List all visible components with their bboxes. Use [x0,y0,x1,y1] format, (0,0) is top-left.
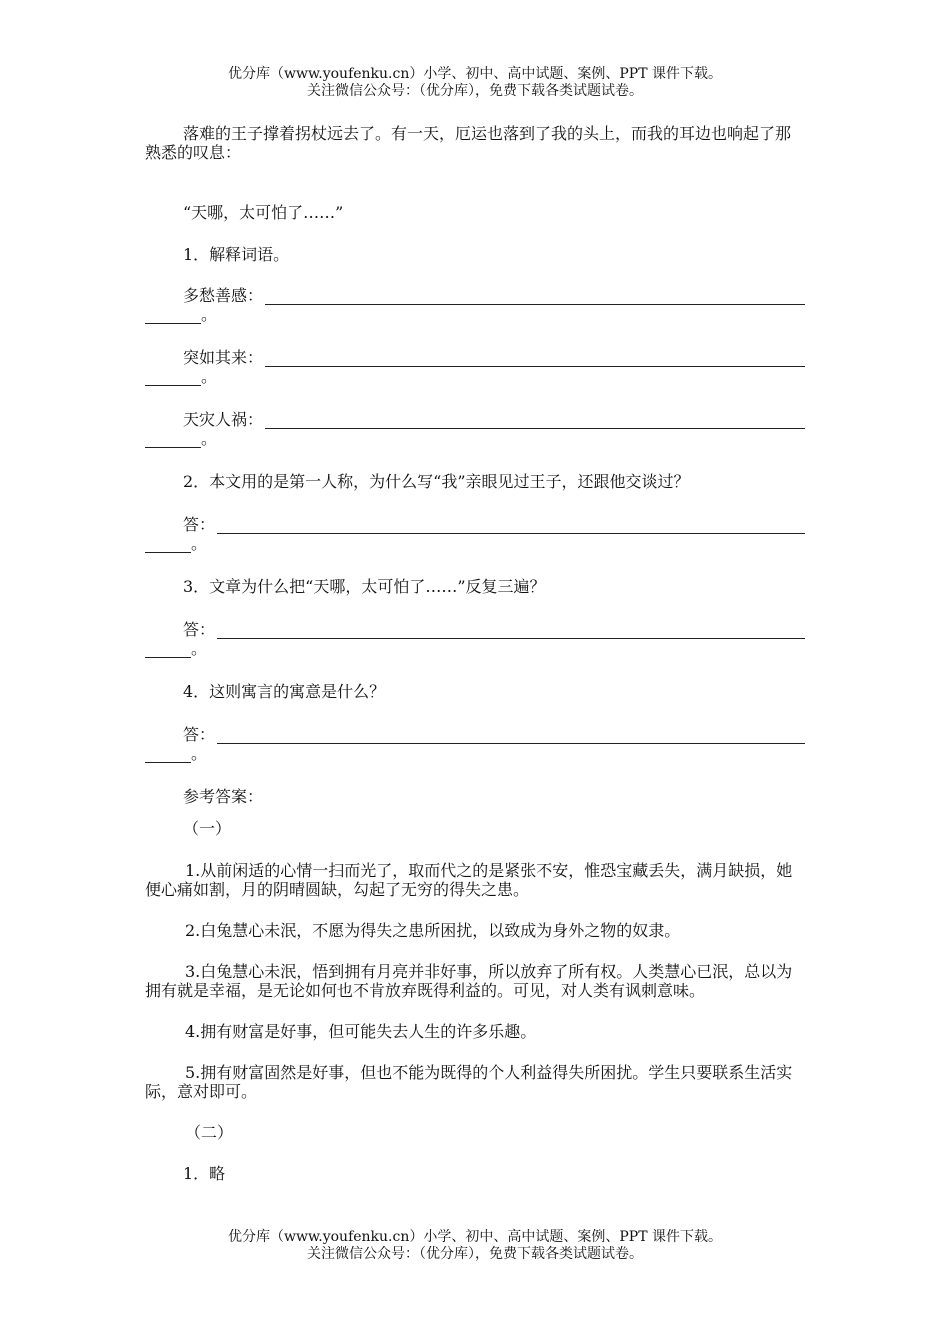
answer-b1: 1．略 [183,1164,226,1183]
answer-5: 5.拥有财富固然是好事，但也不能为既得的个人利益得失所困扰。学生只要联系生活实际，意对即可。 [145,1063,793,1101]
answer-item-2 [145,515,805,553]
term-item-2 [145,348,805,386]
question-1: 1．解释词语。 [183,245,290,264]
term-label: 突如其来： [183,348,264,367]
period-mark: 。 [191,744,208,763]
period-mark: 。 [201,429,218,448]
answer-blank-tail[interactable] [145,537,191,553]
term-item-3 [145,410,805,448]
answer-label: 答： [183,725,216,744]
answers-section-1: （一） [183,819,232,838]
term-label: 多愁善感： [183,286,264,305]
period-mark: 。 [201,305,218,324]
answer-item-3 [145,620,805,658]
page-header [0,66,950,100]
answer-label: 答： [183,620,216,639]
document-body [145,124,805,1183]
answers-title: 参考答案： [183,787,264,806]
footer-line-2: 关注微信公众号：（优分库），免费下载各类试题试卷。 [307,1246,643,1262]
passage-paragraph-1: 落难的王子撑着拐杖远去了。有一天，厄运也落到了我的头上，而我的耳边也响起了那熟悉的叹息： [145,124,792,162]
answer-blank[interactable] [217,623,805,639]
answer-3: 3.白兔慧心未泯，悟到拥有月亮并非好事，所以放弃了所有权。人类慧心已泯，总以为拥有就是幸福，是无论如何也不肯放弃既得利益的。可见，对人类有讽刺意味。 [145,962,793,1000]
term-item-1 [145,286,805,324]
period-mark: 。 [191,534,208,553]
answers-section-2: （二） [185,1123,234,1142]
question-4: 4．这则寓言的寓意是什么？ [183,682,386,701]
answer-item-4 [145,725,805,763]
answer-1: 1.从前闲适的心情一扫而光了，取而代之的是紧张不安，惟恐宝藏丢失，满月缺损，她便心痛如割，月的阴晴圆缺，勾起了无穷的得失之患。 [145,861,793,899]
answer-label: 答： [183,515,216,534]
period-mark: 。 [201,367,218,386]
term-label: 天灾人祸： [183,410,264,429]
answer-blank-tail[interactable] [145,432,201,448]
answer-blank[interactable] [217,518,805,534]
passage-paragraph-2: “天哪，太可怕了……” [183,203,344,222]
answer-blank[interactable] [265,289,805,305]
header-line-2: 关注微信公众号：（优分库），免费下载各类试题试卷。 [307,83,643,99]
answer-blank[interactable] [265,413,805,429]
answer-4: 4.拥有财富是好事，但可能失去人生的许多乐趣。 [185,1022,537,1041]
header-line-1: 优分库（www.youfenku.cn）小学、初中、高中试题、案例、PPT 课件下载。 [227,66,722,82]
footer-line-1: 优分库（www.youfenku.cn）小学、初中、高中试题、案例、PPT 课件下载。 [227,1229,722,1245]
answer-blank[interactable] [265,351,805,367]
answer-2: 2.白兔慧心未泯，不愿为得失之患所困扰，以致成为身外之物的奴隶。 [185,921,681,940]
answer-blank[interactable] [217,728,805,744]
period-mark: 。 [191,639,208,658]
answer-blank-tail[interactable] [145,747,191,763]
question-3: 3．文章为什么把“天哪，太可怕了……”反复三遍？ [183,577,546,596]
answer-blank-tail[interactable] [145,370,201,386]
answer-blank-tail[interactable] [145,642,191,658]
answer-blank-tail[interactable] [145,308,201,324]
question-2: 2．本文用的是第一人称，为什么写“我”亲眼见过王子，还跟他交谈过？ [183,472,690,491]
page-footer [0,1229,950,1263]
